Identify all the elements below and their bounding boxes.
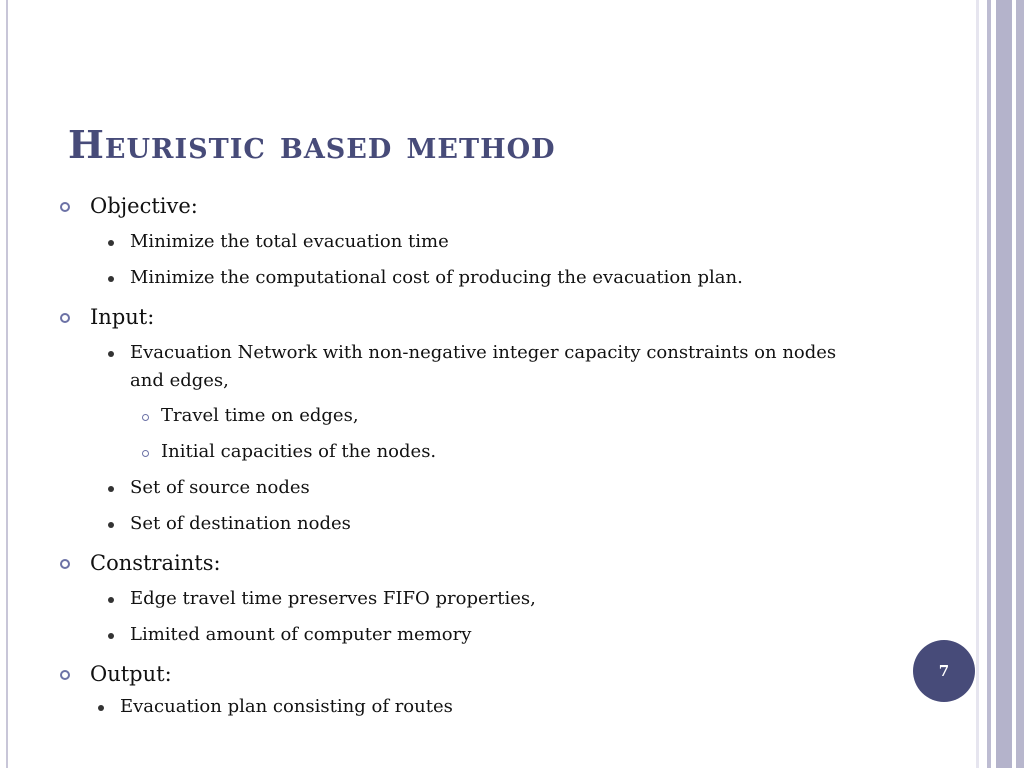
list-item: Set of source nodes xyxy=(130,477,310,498)
list-item: Minimize the computational cost of producing the evacuation plan. xyxy=(130,267,743,288)
section-heading-output: Output: xyxy=(90,662,172,686)
stripe xyxy=(979,0,987,768)
stripe xyxy=(996,0,1012,768)
sub-list-item: Travel time on edges, xyxy=(161,405,359,426)
sub-bullet-icon xyxy=(142,414,149,421)
section-bullet-icon xyxy=(60,670,70,680)
sub-list-item: Initial capacities of the nodes. xyxy=(161,441,437,462)
page-number-badge: 7 xyxy=(913,640,975,702)
slide-title: Heuristic based method xyxy=(68,122,556,167)
bullet-icon xyxy=(108,276,114,282)
bullet-icon xyxy=(108,522,114,528)
sub-bullet-icon xyxy=(142,450,149,457)
bullet-icon xyxy=(108,486,114,492)
list-item: Evacuation Network with non-negative integer capacity constraints on nodes xyxy=(130,342,837,363)
list-item-continuation: and edges, xyxy=(130,370,229,391)
list-item: Edge travel time preserves FIFO properties, xyxy=(130,588,536,609)
bullet-icon xyxy=(108,633,114,639)
section-bullet-icon xyxy=(60,202,70,212)
list-item: Minimize the total evacuation time xyxy=(130,231,449,252)
section-heading-input: Input: xyxy=(90,305,155,329)
list-item: Set of destination nodes xyxy=(130,513,351,534)
section-heading-constraints: Constraints: xyxy=(90,551,221,575)
section-bullet-icon xyxy=(60,559,70,569)
bullet-icon xyxy=(108,351,114,357)
section-heading-objective: Objective: xyxy=(90,194,198,218)
bullet-icon xyxy=(108,597,114,603)
right-decorative-stripes xyxy=(976,0,1024,768)
section-bullet-icon xyxy=(60,313,70,323)
bullet-icon xyxy=(108,240,114,246)
list-item: Limited amount of computer memory xyxy=(130,624,472,645)
list-item: Evacuation plan consisting of routes xyxy=(120,696,453,717)
stripe xyxy=(1016,0,1024,768)
bullet-icon xyxy=(98,705,104,711)
